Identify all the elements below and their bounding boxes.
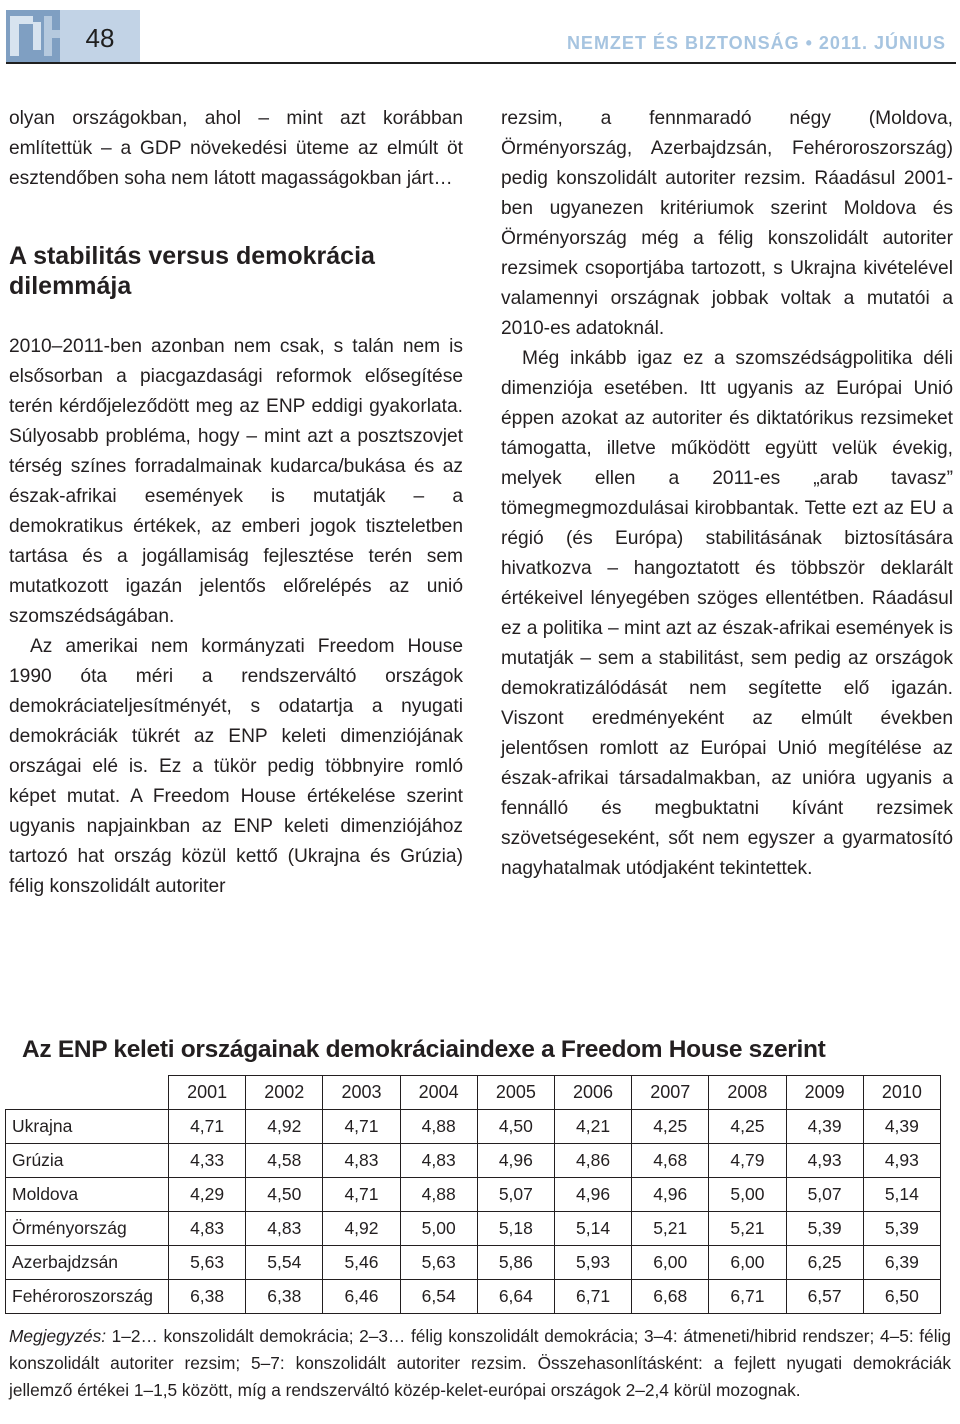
right-column bbox=[501, 104, 953, 884]
note-label: Megjegyzés: bbox=[9, 1326, 107, 1346]
journal-logo bbox=[6, 10, 60, 62]
index-value-cell: 6,57 bbox=[786, 1280, 863, 1314]
table-row bbox=[6, 1280, 941, 1314]
index-value-cell: 4,83 bbox=[169, 1212, 246, 1246]
intro-paragraph: olyan országokban, ahol – mint azt korábban említettük – a GDP növekedési üteme az elmúlt öt esztendőben soha nem látott magasságokban járt… bbox=[9, 108, 463, 189]
journal-title: NEMZET ÉS BIZTONSÁG • 2011. JÚNIUS bbox=[566, 33, 946, 53]
table-row bbox=[6, 1246, 941, 1280]
index-value-cell: 4,33 bbox=[169, 1144, 246, 1178]
page-number: 48 bbox=[85, 23, 115, 53]
index-value-cell: 6,71 bbox=[709, 1280, 786, 1314]
index-value-cell: 5,07 bbox=[477, 1178, 554, 1212]
year-header: 2006 bbox=[554, 1076, 631, 1110]
table-row bbox=[6, 1178, 941, 1212]
country-cell: Azerbajdzsán bbox=[6, 1246, 169, 1280]
table-note bbox=[9, 1323, 951, 1404]
year-header: 2010 bbox=[863, 1076, 940, 1110]
index-value-cell: 5,00 bbox=[709, 1178, 786, 1212]
table-header-row bbox=[6, 1076, 941, 1110]
country-cell: Örményország bbox=[6, 1212, 169, 1246]
index-value-cell: 4,92 bbox=[246, 1110, 323, 1144]
header-rule bbox=[6, 62, 956, 64]
index-value-cell: 4,93 bbox=[786, 1144, 863, 1178]
year-header: 2007 bbox=[632, 1076, 709, 1110]
index-value-cell: 6,00 bbox=[709, 1246, 786, 1280]
index-value-cell: 6,38 bbox=[169, 1280, 246, 1314]
index-value-cell: 4,71 bbox=[323, 1110, 400, 1144]
index-value-cell: 5,07 bbox=[786, 1178, 863, 1212]
index-value-cell: 4,21 bbox=[554, 1110, 631, 1144]
index-value-cell: 4,96 bbox=[632, 1178, 709, 1212]
country-cell: Fehéroroszország bbox=[6, 1280, 169, 1314]
year-header: 2002 bbox=[246, 1076, 323, 1110]
index-value-cell: 4,50 bbox=[477, 1110, 554, 1144]
body-paragraph: 2010–2011-ben azonban nem csak, s talán nem is elsősorban a piacgazdasági reformok elősegítése terén kérdőjeleződött meg az ENP eddigi gyakorlata. Súlyosabb probléma, hogy – mint azt a posztszovjet térség színes forradalmainak kudarca/bukása és az észak-afrikai események is mutatják – a demokratikus értékek, az emberi jogok tiszteletben tartása és a jogállamiság fejlesztése terén sem mutatkozott igazán jelentős előrelépés az unió szomszédságában. bbox=[9, 336, 463, 627]
index-value-cell: 4,71 bbox=[323, 1178, 400, 1212]
index-value-cell: 4,93 bbox=[863, 1144, 940, 1178]
table-title: Az ENP keleti országainak demokráciaindexe a Freedom House szerint bbox=[22, 1036, 826, 1063]
year-header: 2009 bbox=[786, 1076, 863, 1110]
index-value-cell: 5,93 bbox=[554, 1246, 631, 1280]
index-value-cell: 6,00 bbox=[632, 1246, 709, 1280]
index-value-cell: 4,92 bbox=[323, 1212, 400, 1246]
index-value-cell: 4,83 bbox=[246, 1212, 323, 1246]
index-value-cell: 4,39 bbox=[863, 1110, 940, 1144]
left-column bbox=[9, 104, 463, 902]
year-header: 2004 bbox=[400, 1076, 477, 1110]
index-value-cell: 5,39 bbox=[786, 1212, 863, 1246]
index-value-cell: 6,39 bbox=[863, 1246, 940, 1280]
index-value-cell: 5,00 bbox=[400, 1212, 477, 1246]
year-header: 2008 bbox=[709, 1076, 786, 1110]
index-value-cell: 4,88 bbox=[400, 1110, 477, 1144]
table-row bbox=[6, 1144, 941, 1178]
index-value-cell: 4,58 bbox=[246, 1144, 323, 1178]
index-value-cell: 4,79 bbox=[709, 1144, 786, 1178]
country-cell: Moldova bbox=[6, 1178, 169, 1212]
index-value-cell: 4,39 bbox=[786, 1110, 863, 1144]
body-paragraph: rezsim, a fennmaradó négy (Moldova, Örményország, Azerbajdzsán, Fehéroroszország) pedig konszolidált autoriter rezsim. Ráadásul 2001-ben ugyanezen kritériumok szerint Moldova és Örményország még a félig konszolidált autoriter rezsimek csoportjába tartozott, s Ukrajna kivételével valamennyi országnak jobbak voltak a mutatói a 2010-es adatoknál. bbox=[501, 108, 953, 339]
index-value-cell: 4,83 bbox=[323, 1144, 400, 1178]
note-text: 1–2… konszolidált demokrácia; 2–3… félig konszolidált demokrácia; 3–4: átmeneti/hibrid rendszer; 4–5: félig konszolidált autoriter rezsim; 5–7: konszolidált autoriter rezsim. Összehasonlításként: a fejlett nyugati demokráciák jellemző értékei 1–1,5 között, míg a rendszerváltó közép-kelet-európai országok 2–2,4 körül mozognak. bbox=[9, 1326, 951, 1400]
index-value-cell: 5,14 bbox=[554, 1212, 631, 1246]
index-value-cell: 6,68 bbox=[632, 1280, 709, 1314]
index-value-cell: 5,39 bbox=[863, 1212, 940, 1246]
table-row bbox=[6, 1110, 941, 1144]
index-value-cell: 5,14 bbox=[863, 1178, 940, 1212]
index-value-cell: 6,46 bbox=[323, 1280, 400, 1314]
index-value-cell: 6,64 bbox=[477, 1280, 554, 1314]
index-value-cell: 4,29 bbox=[169, 1178, 246, 1212]
index-value-cell: 5,21 bbox=[632, 1212, 709, 1246]
index-value-cell: 4,71 bbox=[169, 1110, 246, 1144]
index-value-cell: 4,25 bbox=[632, 1110, 709, 1144]
index-value-cell: 6,38 bbox=[246, 1280, 323, 1314]
index-value-cell: 4,86 bbox=[554, 1144, 631, 1178]
section-heading: A stabilitás versus demokrácia dilemmája bbox=[9, 242, 375, 300]
index-value-cell: 5,63 bbox=[169, 1246, 246, 1280]
page-number-box bbox=[60, 10, 140, 62]
index-value-cell: 4,96 bbox=[554, 1178, 631, 1212]
index-value-cell: 5,86 bbox=[477, 1246, 554, 1280]
index-value-cell: 6,54 bbox=[400, 1280, 477, 1314]
index-value-cell: 4,68 bbox=[632, 1144, 709, 1178]
index-value-cell: 5,63 bbox=[400, 1246, 477, 1280]
democracy-index-table bbox=[5, 1075, 941, 1314]
year-header: 2003 bbox=[323, 1076, 400, 1110]
body-paragraph: Még inkább igaz ez a szomszédságpolitika déli dimenziója esetében. Itt ugyanis az Európai Unió éppen azokat az autoriter és diktatórikus rezsimeket támogatta, illetve működött együtt velük évekig, melyek ellen a 2011-es „arab tavasz” tömegmegmozdulásai kirobbantak. Tette ezt az EU a régió (és Európa) stabilitásának biztosítására hivatkozva – hangoztatott és többször deklarált értékeivel lényegében szöges ellentétben. Ráadásul ez a politika – mint azt az észak-afrikai események is mutatják – sem a stabilitást, sem pedig az országok demokratizálódását nem segítette elő igazán. Viszont eredményeként az elmúlt években jelentősen romlott az Európai Unió megítélése az észak-afrikai társadalmakban, az unióra ugyanis a fennálló és megbuktatni kívánt rezsimek szövetségeseként, sőt nem egyszer a gyarmatosító nagyhatalmak utódjaként tekintettek. bbox=[501, 348, 953, 879]
table-row bbox=[6, 1212, 941, 1246]
index-value-cell: 6,50 bbox=[863, 1280, 940, 1314]
body-paragraph: Az amerikai nem kormányzati Freedom House 1990 óta méri a rendszerváltó országok demokráciateljesítményét, s odatartja a nyugati demokráciák tükrét az ENP keleti dimenziójának országai elé is. Ez a tükör pedig többnyire romló képet mutat. A Freedom House értékelése szerint ugyanis napjainkban az ENP keleti dimenziójához tartozó hat ország közül kettő (Ukrajna és Grúzia) félig konszolidált autoriter bbox=[9, 636, 463, 897]
index-value-cell: 5,18 bbox=[477, 1212, 554, 1246]
index-value-cell: 5,21 bbox=[709, 1212, 786, 1246]
index-value-cell: 5,54 bbox=[246, 1246, 323, 1280]
year-header: 2001 bbox=[169, 1076, 246, 1110]
country-cell: Ukrajna bbox=[6, 1110, 169, 1144]
year-header: 2005 bbox=[477, 1076, 554, 1110]
index-value-cell: 4,88 bbox=[400, 1178, 477, 1212]
country-cell: Grúzia bbox=[6, 1144, 169, 1178]
index-value-cell: 4,25 bbox=[709, 1110, 786, 1144]
index-value-cell: 6,71 bbox=[554, 1280, 631, 1314]
index-value-cell: 6,25 bbox=[786, 1246, 863, 1280]
index-value-cell: 4,83 bbox=[400, 1144, 477, 1178]
index-value-cell: 4,96 bbox=[477, 1144, 554, 1178]
index-value-cell: 4,50 bbox=[246, 1178, 323, 1212]
table-corner-cell bbox=[6, 1076, 169, 1110]
index-value-cell: 5,46 bbox=[323, 1246, 400, 1280]
